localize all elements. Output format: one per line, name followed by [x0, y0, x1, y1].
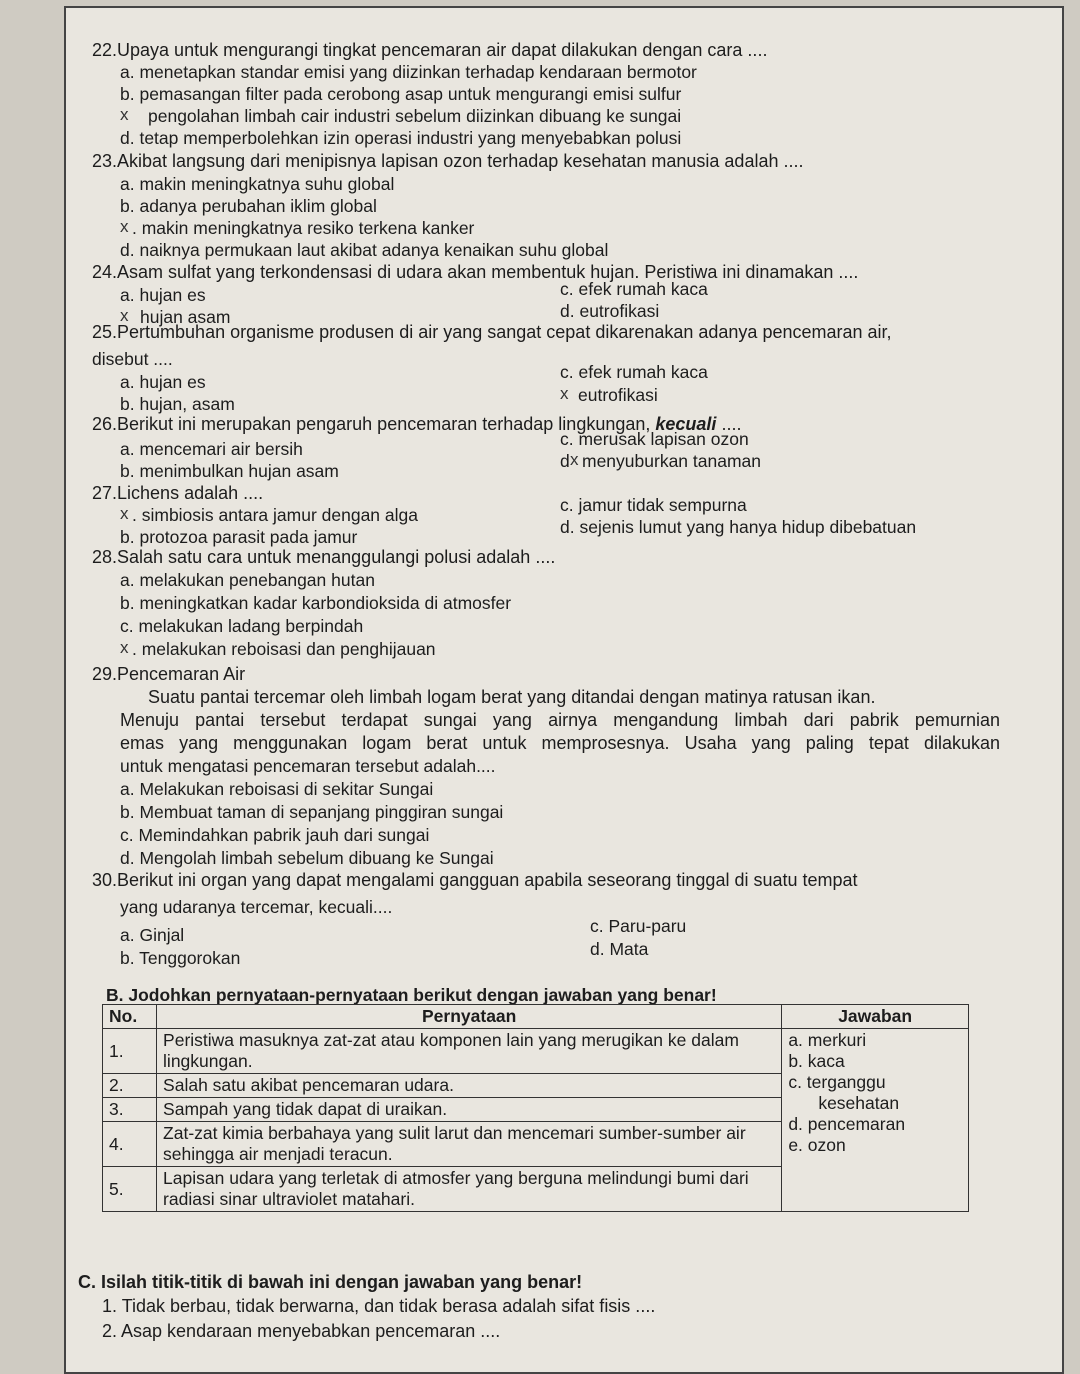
q23-option-a: a. makin meningkatnya suhu global — [120, 174, 395, 194]
q22-option-c: pengolahan limbah cair industri sebelum diizinkan dibuang ke sungai — [148, 106, 682, 126]
q23-option-b: b. adanya perubahan iklim global — [120, 196, 377, 216]
q25-option-d: eutrofikasi — [578, 385, 658, 405]
row-statement: Zat-zat kimia berbahaya yang sulit larut dan mencemari sumber-sumber air sehingga air menjadi teracun. — [157, 1122, 782, 1167]
answer-item: d. pencemaran — [788, 1114, 906, 1134]
q23-stem: 23.Akibat langsung dari menipisnya lapisan ozon terhadap kesehatan manusia adalah .... — [92, 151, 804, 171]
row-number: 1. — [103, 1029, 157, 1074]
q27-stem: 27.Lichens adalah .... — [92, 483, 264, 503]
q26-stem: 26.Berikut ini merupakan pengaruh pencemaran terhadap lingkungan, kecuali .... — [92, 414, 742, 434]
header-no: No. — [103, 1005, 157, 1029]
q24-stem: 24.Asam sulfat yang terkondensasi di udara akan membentuk hujan. Peristiwa ini dinamakan .... — [92, 262, 859, 282]
row-statement: Lapisan udara yang terletak di atmosfer yang berguna melindungi bumi dari radiasi sinar ultraviolet matahari. — [157, 1167, 782, 1212]
q25-option-a: a. hujan es — [120, 372, 206, 392]
q28-stem: 28.Salah satu cara untuk menanggulangi polusi adalah .... — [92, 547, 556, 567]
q27-option-a: . simbiosis antara jamur dengan alga — [132, 505, 418, 525]
q25-option-b: b. hujan, asam — [120, 394, 235, 414]
table-row — [103, 1029, 969, 1074]
q29-paragraph-line1: Suatu pantai tercemar oleh limbah logam berat yang ditandai dengan matinya ratusan ikan. — [148, 687, 876, 707]
section-c-question-2: 2. Asap kendaraan menyebabkan pencemaran .... — [102, 1321, 501, 1341]
section-c-title: C. Isilah titik-titik di bawah ini dengan jawaban yang benar! — [78, 1272, 583, 1292]
q26-answer-mark: x — [570, 450, 579, 469]
q29-paragraph-line3: emas yang menggunakan logam berat untuk memprosesnya. Usaha yang paling tepat dilakukan — [120, 733, 1000, 753]
q27-option-d: d. sejenis lumut yang hanya hidup dibebatuan — [560, 517, 917, 537]
answer-list — [782, 1029, 969, 1212]
q26-option-b: b. menimbulkan hujan asam — [120, 461, 339, 481]
q30-option-d: d. Mata — [590, 939, 649, 959]
q29-paragraph-line2: Menuju pantai tersebut terdapat sungai yang airnya mengandung limbah dari pabrik pemurnian — [120, 710, 1000, 730]
q22-answer-mark: x — [120, 105, 129, 124]
q30-option-a: a. Ginjal — [120, 925, 185, 945]
q26-option-d-prefix: d — [560, 451, 570, 471]
q27-option-c: c. jamur tidak sempurna — [560, 495, 747, 515]
q22-option-a: a. menetapkan standar emisi yang diizinkan terhadap kendaraan bermotor — [120, 62, 697, 82]
q24-option-a: a. hujan es — [120, 285, 206, 305]
q30-stem-line1: 30.Berikut ini organ yang dapat mengalami gangguan apabila seseorang tinggal di suatu tempat — [92, 870, 858, 890]
q28-option-d: . melakukan reboisasi dan penghijauan — [132, 639, 436, 659]
q24-answer-mark: x — [120, 306, 129, 325]
q28-option-b: b. meningkatkan kadar karbondioksida di atmosfer — [120, 593, 512, 613]
answer-item: e. ozon — [788, 1135, 846, 1155]
q29-option-a: a. Melakukan reboisasi di sekitar Sungai — [120, 779, 434, 799]
row-statement: Salah satu akibat pencemaran udara. — [157, 1074, 782, 1098]
answer-item: c. terganggu — [788, 1072, 886, 1092]
q26-option-c: c. merusak lapisan ozon — [560, 429, 749, 449]
q22-option-d: d. tetap memperbolehkan izin operasi industri yang menyebabkan polusi — [120, 128, 682, 148]
q29-option-c: c. Memindahkan pabrik jauh dari sungai — [120, 825, 430, 845]
q26-option-d: menyuburkan tanaman — [582, 451, 761, 471]
q26-option-a: a. mencemari air bersih — [120, 439, 303, 459]
header-answer: Jawaban — [782, 1005, 969, 1029]
header-statement: Pernyataan — [157, 1005, 782, 1029]
q24-option-c: c. efek rumah kaca — [560, 279, 708, 299]
q28-option-a: a. melakukan penebangan hutan — [120, 570, 375, 590]
answer-item: kesehatan — [818, 1093, 900, 1113]
q30-stem-line2: yang udaranya tercemar, kecuali.... — [120, 897, 393, 917]
q26-emphasis: kecuali — [655, 414, 717, 434]
q23-option-c: . makin meningkatnya resiko terkena kanker — [132, 218, 475, 238]
q23-option-d: d. naiknya permukaan laut akibat adanya kenaikan suhu global — [120, 240, 609, 260]
q23-answer-mark: x — [120, 217, 129, 236]
q24-option-b: hujan asam — [140, 307, 231, 327]
q29-title: 29.Pencemaran Air — [92, 664, 246, 684]
q29-paragraph-line4: untuk mengatasi pencemaran tersebut adalah.... — [120, 756, 496, 776]
q22-option-b: b. pemasangan filter pada cerobong asap untuk mengurangi emisi sulfur — [120, 84, 682, 104]
row-number: 5. — [103, 1167, 157, 1212]
answer-item: b. kaca — [788, 1051, 845, 1071]
q24-option-d: d. eutrofikasi — [560, 301, 660, 321]
q28-answer-mark: x — [120, 638, 129, 657]
worksheet-page — [64, 6, 1064, 1374]
q25-option-c: c. efek rumah kaca — [560, 362, 708, 382]
answer-item: a. merkuri — [788, 1030, 867, 1050]
q25-answer-mark: x — [560, 384, 569, 403]
section-c-question-1: 1. Tidak berbau, tidak berwarna, dan tidak berasa adalah sifat fisis .... — [102, 1296, 656, 1316]
q28-option-c: c. melakukan ladang berpindah — [120, 616, 364, 636]
q30-option-b: b. Tenggorokan — [120, 948, 241, 968]
q29-option-d: d. Mengolah limbah sebelum dibuang ke Sungai — [120, 848, 494, 868]
row-number: 2. — [103, 1074, 157, 1098]
matching-table — [102, 1004, 969, 1212]
q25-stem-line2: disebut .... — [92, 349, 173, 369]
q30-option-c: c. Paru-paru — [590, 916, 687, 936]
section-b-title: B. Jodohkan pernyataan-pernyataan berikut dengan jawaban yang benar! — [106, 985, 717, 1005]
row-number: 3. — [103, 1098, 157, 1122]
q25-stem-line1: 25.Pertumbuhan organisme produsen di air yang sangat cepat dikarenakan adanya pencemaran air, — [92, 322, 892, 342]
q27-answer-mark: x — [120, 504, 129, 523]
q27-option-b: b. protozoa parasit pada jamur — [120, 527, 358, 547]
q22-stem: 22.Upaya untuk mengurangi tingkat pencemaran air dapat dilakukan dengan cara .... — [92, 40, 768, 60]
row-number: 4. — [103, 1122, 157, 1167]
row-statement: Sampah yang tidak dapat di uraikan. — [157, 1098, 782, 1122]
q29-option-b: b. Membuat taman di sepanjang pinggiran sungai — [120, 802, 504, 822]
row-statement: Peristiwa masuknya zat-zat atau komponen lain yang merugikan ke dalam lingkungan. — [157, 1029, 782, 1074]
